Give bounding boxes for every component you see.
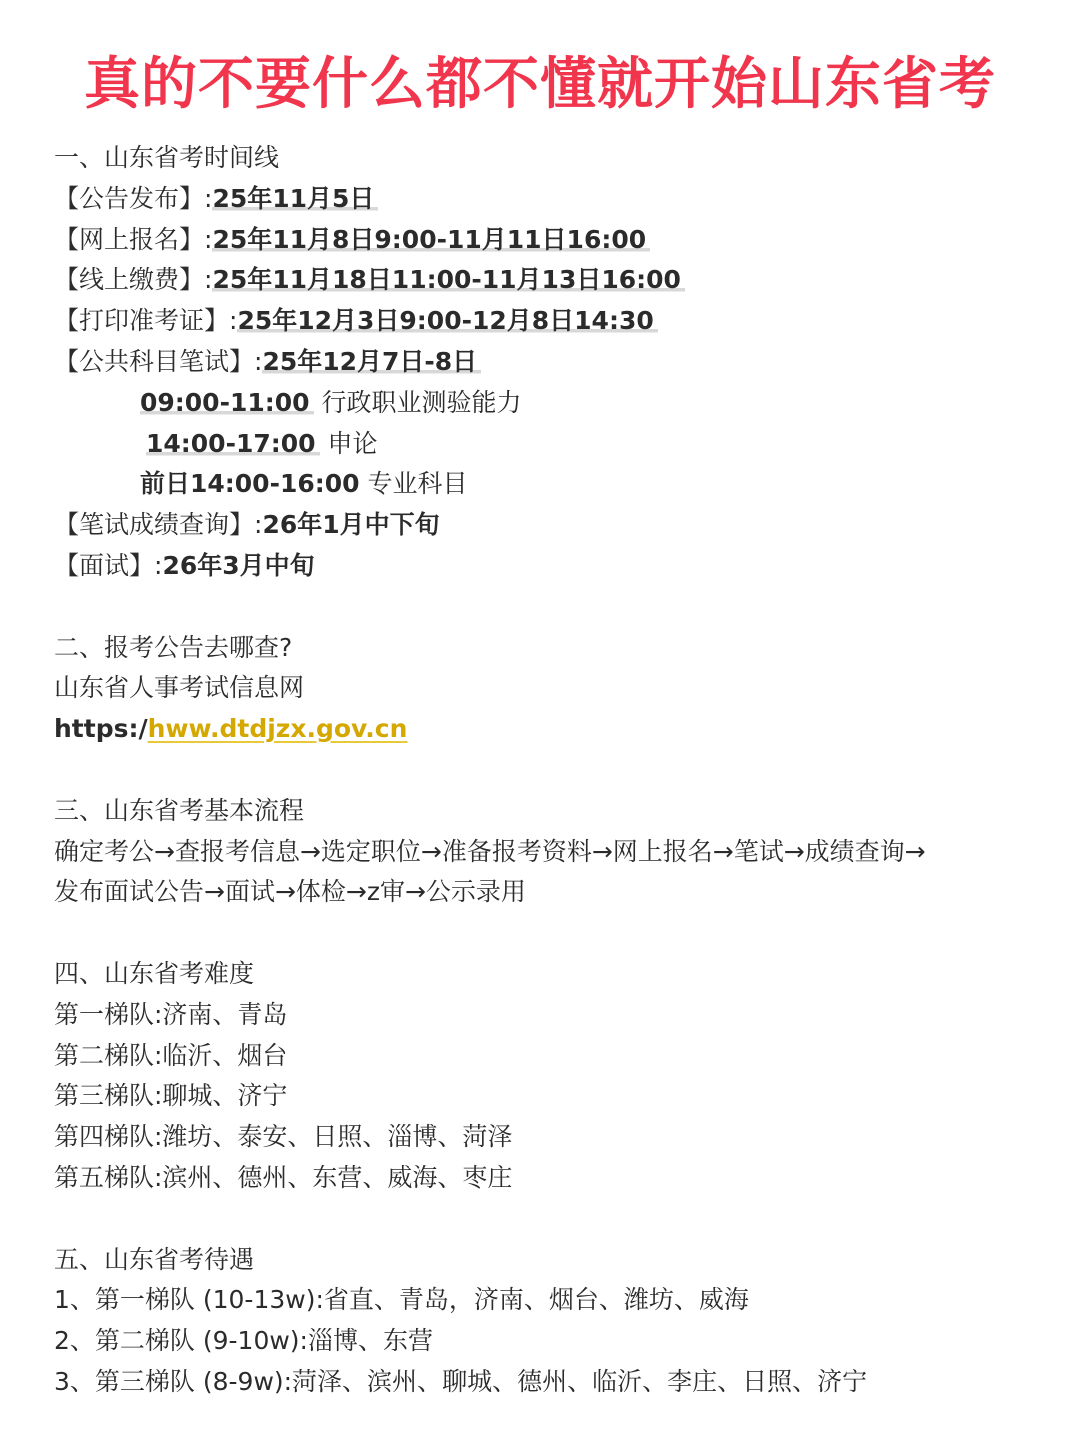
page-title: 真的不要什么都不懂就开始山东省考 [84,52,996,117]
exam-session-time: 09:00-11:00 [140,388,314,417]
exam-session-subject: 申论 [319,428,378,458]
section-heading-salary: 五、山东省考待遇 [54,1244,255,1274]
url-prefix: https:/ [54,714,148,744]
timeline-item [54,179,1074,220]
spacer [54,750,1074,791]
spacer [54,587,1074,628]
exam-session-time: 前日14:00-16:00 [140,469,360,499]
exam-session [54,424,1074,465]
timeline-label: 【线上缴费】: [54,265,213,295]
timeline-value: 25年11月18日11:00-11月13日16:00 [212,265,684,294]
timeline-item [54,546,1074,587]
exam-session [54,383,1074,424]
salary-tier: 1、第一梯队 (10-13w):省直、青岛，济南、烟台、潍坊、威海 [54,1285,749,1315]
timeline-label: 【公告发布】: [54,183,213,213]
url-link[interactable]: hww.dtdjzx.gov.cn [147,714,408,744]
difficulty-tier: 第三梯队:聊城、济宁 [54,1081,288,1111]
timeline-value: 25年11月8日9:00-11月11日16:00 [212,225,650,254]
timeline-value: 25年12月7日-8日 [262,347,481,376]
process-flow-line: 确定考公→查报考信息→选定职位→准备报考资料→网上报名→笔试→成绩查询→ [54,836,926,866]
timeline-label: 【打印准考证】: [54,306,238,336]
section-heading-announcement: 二、报考公告去哪查? [54,632,293,662]
section-heading-timeline: 一、山东省考时间线 [54,143,280,172]
difficulty-tier: 第五梯队:滨州、德州、东营、威海、枣庄 [54,1162,513,1192]
document-body [54,138,1074,1403]
timeline-label: 【面试】: [54,550,163,580]
exam-session [54,464,1074,505]
salary-tier: 3、第三梯队 (8-9w):菏泽、滨州、聊城、德州、临沂、李庄、日照、济宁 [54,1366,868,1396]
announcement-site: 山东省人事考试信息网 [54,673,305,703]
timeline-item [54,301,1074,342]
timeline-item [54,220,1074,261]
spacer [54,1199,1074,1240]
timeline-item [54,260,1074,301]
timeline-item [54,342,1074,383]
section-heading-process: 三、山东省考基本流程 [54,795,305,825]
exam-session-subject: 专业科目 [359,469,468,499]
timeline-value: 25年12月3日9:00-12月8日14:30 [237,306,657,335]
spacer [54,913,1074,954]
timeline-label: 【公共科目笔试】: [54,346,263,376]
process-flow-line: 发布面试公告→面试→体检→z审→公示录用 [54,877,526,907]
exam-session-subject: 行政职业测验能力 [313,387,522,417]
timeline-label: 【笔试成绩查询】: [54,510,263,540]
exam-session-time: 14:00-17:00 [146,429,320,458]
difficulty-tier: 第四梯队:潍坊、泰安、日照、淄博、菏泽 [54,1122,513,1152]
timeline-item [54,505,1074,546]
timeline-value: 26年3月中旬 [162,550,315,580]
salary-tier: 2、第二梯队 (9-10w):淄博、东营 [54,1326,433,1356]
timeline-value: 25年11月5日 [212,184,378,213]
difficulty-tier: 第一梯队:济南、青岛 [54,999,288,1029]
difficulty-tier: 第二梯队:临沂、烟台 [54,1040,288,1070]
timeline-value: 26年1月中下旬 [262,510,440,540]
section-heading-difficulty: 四、山东省考难度 [54,958,255,988]
timeline-label: 【网上报名】: [54,224,213,254]
announcement-url [54,709,1074,750]
